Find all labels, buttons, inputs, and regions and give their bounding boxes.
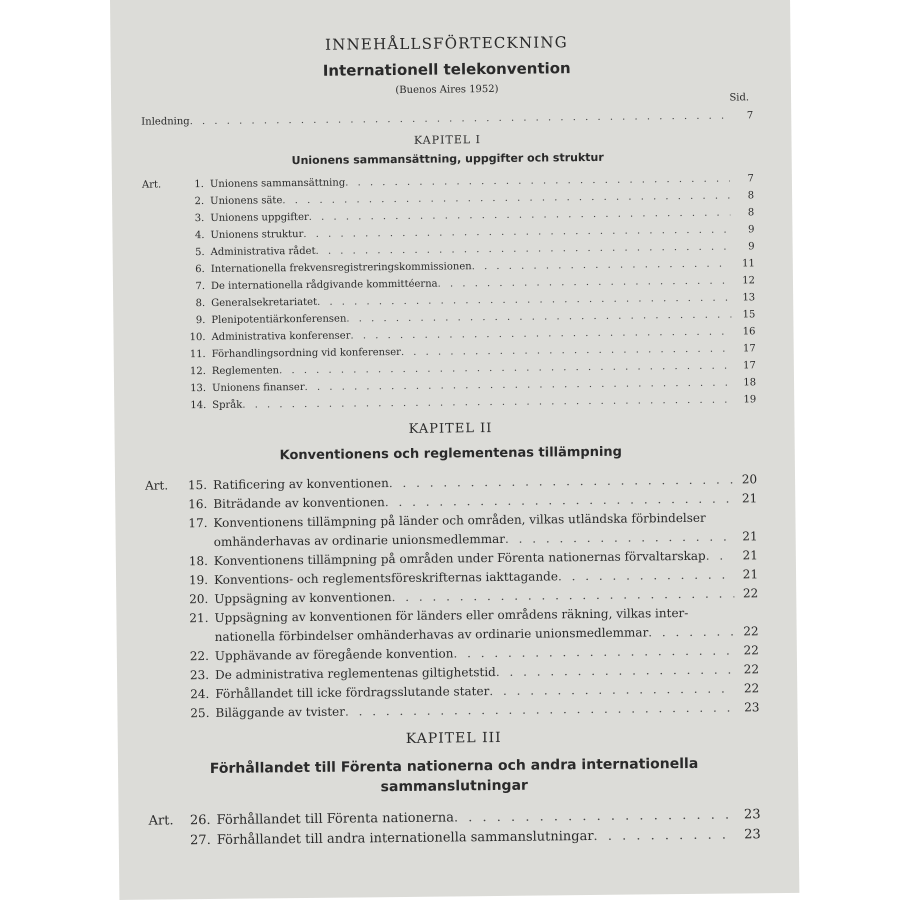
toc-entry-title: Unionens uppgifter bbox=[210, 211, 309, 224]
toc-entry-page: 22 bbox=[743, 643, 759, 658]
chapter-title: Förhållandet till Förenta nationerna och andra internationella sammanslutningar bbox=[209, 755, 699, 796]
toc-entry-page: 21 bbox=[741, 491, 758, 506]
toc-entry-title: Unionens sammansättning bbox=[209, 177, 346, 190]
article-number: 25. bbox=[190, 705, 210, 721]
article-number: 12. bbox=[189, 366, 206, 378]
toc-entry-page: 21 bbox=[742, 548, 758, 563]
toc-entry-page: 18 bbox=[743, 377, 757, 389]
toc-entry-page: 15 bbox=[742, 309, 756, 321]
toc-entry-page: 22 bbox=[742, 586, 759, 601]
chapter-title: Unionens sammansättning, uppgifter och struktur bbox=[291, 150, 604, 168]
toc-entry-page: 23 bbox=[744, 827, 761, 843]
toc-entry-title: Administrativa rådet bbox=[210, 245, 316, 258]
leader-dots bbox=[496, 660, 735, 682]
article-prefix: Art. bbox=[148, 813, 174, 829]
toc-entry-page: 9 bbox=[748, 224, 755, 236]
toc-entry-title: Förhandlingsordning vid konferenser bbox=[211, 346, 401, 360]
article-number: 23. bbox=[189, 667, 210, 683]
article-number: 13. bbox=[190, 383, 207, 395]
toc-entry-page: 22 bbox=[743, 662, 760, 677]
article-number: 15. bbox=[187, 478, 208, 493]
article-number: 24. bbox=[190, 686, 210, 702]
toc-entry-title: Biträdande av konventionen bbox=[213, 495, 385, 511]
toc-entry-title: Förhållandet till Förenta nationerna bbox=[216, 810, 455, 828]
toc-entry-page: 23 bbox=[743, 807, 761, 823]
chapter-heading: KAPITEL I bbox=[413, 133, 482, 147]
toc-entry-title: Unionens struktur bbox=[210, 228, 304, 241]
toc-entry-title: Konventionens tillämpning på länder och områden, vilkas utländska förbindelser bbox=[213, 510, 706, 530]
article-number: 6. bbox=[195, 264, 205, 276]
toc-entry-title: Unionens finanser bbox=[212, 381, 305, 394]
toc-entry-page: 20 bbox=[741, 472, 758, 487]
toc-entry-intro bbox=[141, 107, 753, 130]
leader-dots bbox=[489, 679, 735, 701]
article-prefix: Art. bbox=[141, 179, 162, 191]
article-number: 14. bbox=[190, 400, 207, 412]
article-number: 21. bbox=[189, 611, 209, 626]
toc-entry-title: Språk bbox=[212, 399, 243, 411]
chapter-title: Konventionens och reglementenas tillämpning bbox=[279, 444, 623, 464]
toc-entry-title: Biläggande av tvister bbox=[215, 704, 346, 720]
chapter-heading: KAPITEL II bbox=[408, 421, 493, 437]
article-number: 3. bbox=[194, 213, 205, 225]
toc-entry-page: 11 bbox=[742, 258, 755, 270]
article-number: 17. bbox=[188, 516, 208, 531]
toc-entry-page: 9 bbox=[748, 241, 755, 253]
page-column-label: Sid. bbox=[729, 92, 750, 104]
toc-entry-page: 23 bbox=[744, 700, 760, 715]
article-number: 22. bbox=[189, 649, 209, 664]
toc-entry-page: 17 bbox=[743, 360, 756, 372]
toc-entry-page: 7 bbox=[747, 173, 754, 185]
article-number: 1. bbox=[194, 179, 204, 191]
chapter-section bbox=[144, 418, 759, 723]
toc-entry-title: omhänderhavas av ordinarie unionsmedlemmar bbox=[213, 531, 506, 549]
toc-entry-title: Uppsägning av konventionen bbox=[214, 590, 392, 606]
toc-entry-title: Generalsekretariatet bbox=[211, 296, 318, 309]
article-number: 19. bbox=[188, 573, 209, 588]
toc-entry-title: Konventionens tillämpning på områden under Förenta nationernas förvaltarskap bbox=[213, 548, 706, 568]
page-title: INNEHÅLLSFÖRTECKNING bbox=[324, 33, 568, 54]
toc-entry-title: Upphävande av föregående konvention bbox=[214, 646, 454, 663]
toc-entry-page: 22 bbox=[743, 624, 759, 639]
toc-entry-page: 22 bbox=[743, 681, 760, 696]
toc-entry-title: De internationella rådgivande kommittéerna bbox=[210, 278, 438, 292]
toc-entry-title: Förhållandet till icke fördragsslutande stater bbox=[215, 684, 490, 701]
chapter-heading: KAPITEL III bbox=[405, 729, 502, 747]
chapter-section bbox=[148, 727, 761, 851]
article-number: 7. bbox=[195, 281, 206, 293]
toc-entry-title: Konventions- och reglementsföreskrifternas iakttagande bbox=[214, 569, 558, 587]
toc-entry-page: 13 bbox=[742, 292, 756, 304]
leader-dots bbox=[345, 698, 736, 721]
article-number: 16. bbox=[188, 497, 208, 512]
document-subtitle: Internationell telekonvention bbox=[322, 59, 571, 80]
toc-content bbox=[140, 31, 760, 851]
chapter-section bbox=[141, 130, 756, 414]
toc-entry-page: 19 bbox=[743, 394, 757, 406]
article-number: 18. bbox=[188, 554, 208, 569]
toc-entry-title: Unionens säte bbox=[210, 195, 283, 207]
toc-entry-title: De administrativa reglementenas giltighetstid bbox=[215, 664, 496, 682]
leader-dots bbox=[505, 527, 734, 548]
document-page bbox=[110, 0, 799, 900]
article-number: 5. bbox=[195, 247, 205, 259]
document-place: (Buenos Aires 1952) bbox=[395, 83, 499, 97]
article-number: 8. bbox=[195, 298, 206, 310]
toc-entry-page: 21 bbox=[742, 529, 758, 544]
toc-entry-page: 8 bbox=[747, 190, 755, 202]
toc-entry-title: Inledning bbox=[141, 116, 190, 128]
leader-dots bbox=[648, 622, 735, 642]
article-number: 26. bbox=[189, 812, 211, 829]
toc-entry-title: Reglementen bbox=[211, 365, 280, 377]
article-number: 27. bbox=[190, 832, 211, 849]
article-number: 20. bbox=[189, 592, 209, 607]
toc-entry-title: Internationella frekvensregistreringskommissionen bbox=[210, 261, 472, 275]
toc-entry-title: Administrativa konferenser bbox=[211, 330, 351, 343]
article-number: 2. bbox=[194, 196, 205, 208]
article-prefix: Art. bbox=[145, 478, 169, 493]
toc-entry-title: nationella förbindelser omhänderhavas av ordinarie unionsmedlemmar bbox=[214, 625, 649, 644]
chapters bbox=[141, 130, 760, 851]
leader-dots bbox=[706, 546, 734, 565]
toc-entry-title: Uppsägning av konventionen för länders eller områdens räkning, vilkas inter- bbox=[214, 605, 689, 625]
toc-entry-page: 17 bbox=[742, 343, 756, 355]
article-number: 4. bbox=[194, 230, 205, 242]
leader-dots bbox=[190, 108, 730, 131]
toc-entry-title: Förhållandet till andra internationella sammanslutningar bbox=[216, 828, 594, 848]
article-number: 9. bbox=[195, 315, 206, 327]
toc-entry-title: Ratificering av konventionen bbox=[213, 476, 389, 492]
toc-entry-page: 7 bbox=[746, 110, 754, 122]
article-number: 10. bbox=[189, 332, 206, 344]
leader-dots bbox=[593, 825, 736, 846]
toc-entry-page: 8 bbox=[747, 207, 755, 219]
leader-dots bbox=[558, 565, 734, 586]
toc-entry-page: 16 bbox=[742, 326, 756, 338]
article-number: 11. bbox=[189, 349, 206, 361]
toc-entry-page: 21 bbox=[742, 567, 759, 582]
toc-entry-page: 12 bbox=[742, 275, 756, 287]
toc-entry-title: Plenipotentiärkonferensen bbox=[211, 313, 347, 326]
